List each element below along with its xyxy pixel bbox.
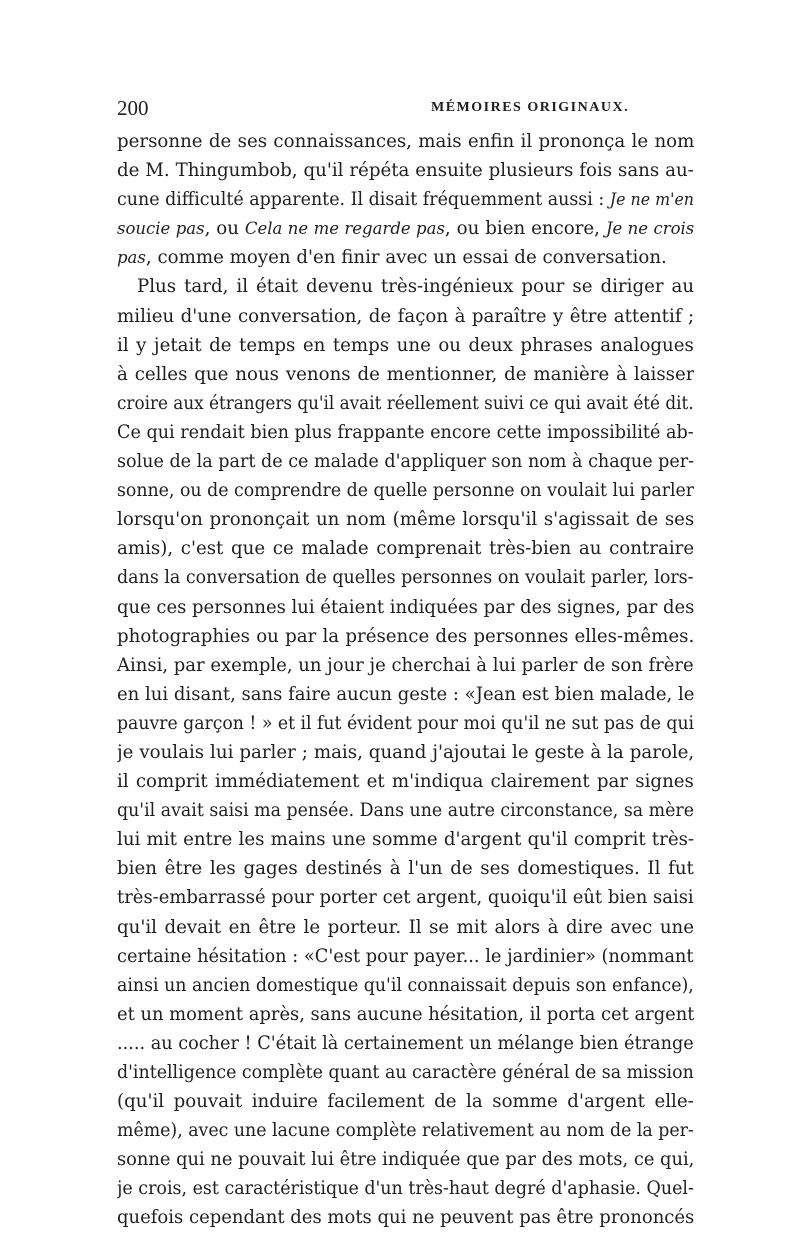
body-text	[117, 127, 694, 1233]
running-head: MÉMOIRES ORIGINAUX.	[431, 100, 630, 115]
text-line	[117, 1000, 694, 1029]
text-line	[117, 1058, 694, 1087]
text-line	[117, 447, 694, 476]
text-line	[117, 156, 694, 185]
paragraph	[117, 127, 694, 272]
text-segment: sonne, ou de comprendre de quelle personne on voulait lui parler	[117, 480, 694, 502]
text-line	[117, 127, 694, 156]
italic-text: Je ne crois	[605, 219, 694, 239]
text-line	[117, 302, 694, 331]
text-line	[117, 680, 694, 709]
text-line	[117, 942, 694, 971]
text-line	[117, 505, 694, 534]
text-segment: de M. Thingumbob, qu'il répéta ensuite plusieurs fois sans au-	[117, 160, 694, 182]
text-line	[117, 1029, 694, 1058]
text-line	[117, 1087, 694, 1116]
text-line	[117, 214, 694, 243]
text-segment: (qu'il pouvait induire facilement de la somme d'argent elle-	[117, 1091, 694, 1113]
text-segment: et un moment après, sans aucune hésitation, il porta cet argent	[117, 1003, 694, 1025]
text-segment: ainsi un ancien domestique qu'il connaissait depuis son enfance),	[117, 974, 694, 996]
text-segment: que ces personnes lui étaient indiquées par des signes, par des	[117, 596, 694, 618]
text-segment: dans la conversation de quelles personnes on voulait parler, lors-	[117, 567, 694, 589]
text-line	[117, 331, 694, 360]
text-line	[117, 709, 694, 738]
text-segment: à celles que nous venons de mentionner, de manière à laisser	[117, 363, 694, 385]
text-line	[117, 854, 694, 883]
text-line	[117, 825, 694, 854]
text-line	[117, 1145, 694, 1174]
text-segment: ..... au cocher ! C'était là certainement un mélange bien étrange	[117, 1032, 694, 1054]
text-line	[117, 476, 694, 505]
text-segment: , ou	[204, 218, 245, 240]
text-segment: qu'il avait saisi ma pensée. Dans une autre circonstance, sa mère	[117, 800, 694, 822]
text-line	[117, 185, 694, 214]
text-line	[117, 272, 694, 301]
text-line	[117, 418, 694, 447]
text-segment: cune difficulté apparente. Il disait fréquemment aussi :	[117, 189, 610, 211]
text-segment: photographies ou par la présence des personnes elles-mêmes.	[117, 625, 694, 647]
text-line	[117, 534, 694, 563]
text-segment: je voulais lui parler ; mais, quand j'ajoutai le geste à la parole,	[117, 741, 694, 763]
text-segment: très-embarrassé pour porter cet argent, quoiqu'il eût bien saisi	[117, 887, 694, 909]
text-segment: d'intelligence complète quant au caractère général de sa mission	[117, 1062, 694, 1083]
text-segment: certaine hésitation : «C'est pour payer... le jardinier» (nommant	[117, 945, 694, 967]
text-segment: même), avec une lacune complète relativement au nom de la per-	[117, 1120, 694, 1142]
text-line	[117, 883, 694, 912]
paragraph	[117, 272, 694, 1232]
italic-text: Je ne m'en	[609, 190, 694, 210]
text-line	[117, 971, 694, 1000]
text-segment: il comprit immédiatement et m'indiqua clairement par signes	[117, 771, 694, 793]
italic-text: pas	[117, 248, 146, 268]
text-segment: pauvre garçon ! » et il fut évident pour moi qu'il ne sut pas de qui	[117, 712, 694, 734]
text-line	[117, 738, 694, 767]
text-segment: , ou bien encore,	[444, 218, 606, 240]
text-segment: bien être les gages destinés à l'un de ses domestiques. Il fut	[117, 858, 694, 880]
text-segment: Ce qui rendait bien plus frappante encore cette impossibilité ab-	[117, 421, 694, 443]
text-segment: sonne qui ne pouvait lui être indiquée que par des mots, ce qui,	[117, 1149, 694, 1171]
text-line	[117, 1116, 694, 1145]
text-line	[117, 651, 694, 680]
italic-text: soucie pas	[117, 219, 205, 239]
page-number: 200	[117, 96, 149, 120]
text-segment: , comme moyen d'en finir avec un essai de conversation.	[145, 247, 667, 269]
text-line	[117, 796, 694, 825]
text-line	[117, 1174, 694, 1203]
text-line	[117, 1203, 694, 1232]
text-segment: quefois cependant des mots qui ne peuvent pas être prononcés	[117, 1207, 694, 1229]
text-segment: milieu d'une conversation, de façon à paraître y être attentif ;	[117, 305, 694, 327]
text-segment: qu'il devait en être le porteur. Il se mit alors à dire avec une	[117, 916, 694, 938]
text-line	[117, 593, 694, 622]
text-segment: Plus tard, il était devenu très-ingénieux pour se diriger au	[137, 276, 694, 298]
text-line	[117, 767, 694, 796]
italic-text: Cela ne me regarde pas	[244, 219, 445, 239]
page-header	[117, 96, 692, 120]
text-line	[117, 360, 694, 389]
text-line	[117, 913, 694, 942]
text-line	[117, 389, 694, 418]
text-segment: il y jetait de temps en temps une ou deux phrases analogues	[117, 334, 694, 356]
text-segment: Ainsi, par exemple, un jour je cherchai à lui parler de son frère	[117, 654, 694, 676]
text-line	[117, 243, 694, 272]
text-line	[117, 622, 694, 651]
text-line	[117, 563, 694, 592]
text-segment: lorsqu'on prononçait un nom (même lorsqu'il s'agissait de ses	[117, 509, 694, 531]
text-segment: lui mit entre les mains une somme d'argent qu'il comprit très-	[117, 829, 694, 851]
text-segment: personne de ses connaissances, mais enfin il prononça le nom	[117, 131, 694, 152]
text-segment: croire aux étrangers qu'il avait réellement suivi ce qui avait été dit.	[117, 392, 694, 414]
text-segment: amis), c'est que ce malade comprenait très-bien au contraire	[117, 538, 694, 560]
text-segment: en lui disant, sans faire aucun geste : «Jean est bien malade, le	[117, 683, 694, 705]
text-segment: solue de la part de ce malade d'appliquer son nom à chaque per-	[117, 451, 694, 473]
text-segment: je crois, est caractéristique d'un très-haut degré d'aphasie. Quel-	[117, 1178, 694, 1200]
